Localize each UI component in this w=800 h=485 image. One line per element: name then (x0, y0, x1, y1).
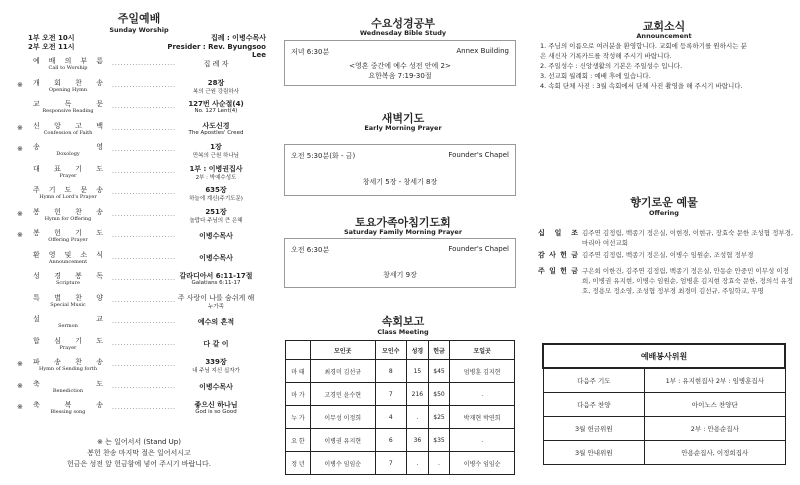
leader-dots: ...................... (112, 275, 176, 282)
order-item-char: 문 (96, 100, 103, 108)
table-header-cell: 헌금 (428, 341, 450, 360)
dawn-place: Founder's Chapel (448, 151, 509, 159)
order-item-char: 영 (96, 143, 103, 151)
order-item-en: Scripture (56, 280, 80, 286)
order-item-char: 송 (33, 143, 40, 151)
offering-label (538, 266, 578, 276)
order-row (0, 207, 278, 225)
order-item-en: Opening Hymn (48, 86, 88, 93)
order-item-char: 고 (75, 121, 82, 130)
stand-mark: ※ (17, 231, 23, 239)
dawn-box (284, 144, 516, 196)
worship-column (0, 0, 278, 485)
stand-mark: ※ (17, 123, 23, 132)
order-item-char: 대 (33, 164, 40, 173)
order-item-en: Responsive Reading (42, 108, 94, 114)
order-item-char: 헌 (54, 207, 61, 216)
leader-dots: ...................... (112, 382, 176, 390)
dawn-time: 오전 5:30분(화 - 금) (291, 152, 356, 160)
order-item-en: Blessing song (50, 409, 86, 415)
order-item-value: 28장 (207, 78, 225, 87)
stand-note: ※ 는 일어서서 (Stand Up) (97, 438, 181, 446)
order-item-char: 합 (33, 336, 40, 345)
offering-label-char: 일 (554, 229, 562, 237)
service-time-2: 2부 오전 11시 (28, 43, 75, 51)
order-item-char: 축 (33, 401, 40, 409)
table-cell: $50 (428, 383, 450, 406)
order-item-char: 성 (33, 272, 40, 280)
leader-dots: ...................... (112, 210, 176, 218)
class-meeting-table (285, 340, 515, 475)
footer-line-1: 봉헌 찬송 마지막 절은 일어서시고 (87, 449, 191, 457)
table-header-cell (286, 341, 311, 360)
news-title: 교회소식 (642, 20, 686, 33)
table-cell: $45 (428, 360, 450, 383)
order-item-en: Hymn of Lord's Prayer (39, 194, 97, 200)
order-item-char: 백 (96, 121, 103, 130)
order-item-detail: 누가족 (208, 303, 224, 310)
volunteer-role: 3월 헌금위원 (543, 416, 645, 440)
offering-label-char: 주 (538, 267, 545, 275)
order-item-value: 이병수목사 (199, 232, 233, 240)
table-cell: 요 한 (286, 429, 311, 452)
bible-study-time: 저녁 6:30분 (291, 48, 330, 56)
table-cell: 7 (375, 452, 407, 475)
table-cell: $35 (428, 429, 450, 452)
volunteer-names: 아이노스 찬양단 (645, 392, 785, 416)
volunteer-role: 다음주 기도 (543, 368, 645, 392)
order-item-char: 주 (33, 186, 40, 194)
order-item-detail: 2부 : 박예수성도 (195, 174, 237, 181)
notices-column (528, 0, 800, 485)
order-item-en: Doxology (56, 151, 80, 157)
leader-dots: ...................... (112, 404, 176, 411)
bible-study-line-1: <영혼 중간에 예수 성전 안에 2> (349, 62, 451, 70)
order-item-value: 다 같 이 (203, 339, 229, 348)
order-item-en: Call to Worship (48, 65, 88, 71)
table-cell: 8 (375, 360, 407, 383)
table-cell: 정 년 (286, 452, 311, 475)
order-item-en: Confession of Faith (43, 129, 93, 136)
table-row (543, 440, 785, 464)
offering-label-char: 조 (571, 229, 578, 237)
order-item-char: 찬 (75, 78, 82, 87)
leader-dots: ...................... (112, 81, 176, 89)
table-header-cell: 성경 (407, 341, 429, 360)
order-row (0, 271, 278, 289)
volunteer-title: 예배봉사위원 (543, 344, 785, 368)
order-item-char: 도 (96, 229, 103, 237)
table-cell: 마 태 (286, 360, 311, 383)
order-item-detail: God is so Good (195, 409, 237, 415)
offering-label-char: 금 (571, 267, 578, 275)
leader-dots: ...................... (112, 232, 176, 239)
order-item-char: 심 (54, 336, 61, 345)
order-row (0, 185, 278, 203)
bible-study-line-2: 요한복음 7:19-30절 (368, 72, 432, 80)
table-header-cell: 모인곳 (310, 341, 375, 360)
saturday-text: 창세기 9장 (383, 271, 417, 279)
table-row (543, 416, 785, 440)
order-row (0, 336, 278, 354)
dawn-title: 새벽기도 (381, 112, 425, 125)
leader-dots: ...................... (112, 361, 176, 368)
dawn-subtitle: Early Morning Prayer (364, 124, 442, 132)
table-header-cell: 모일곳 (450, 341, 515, 360)
offering-label-char: 일 (549, 267, 556, 275)
order-item-char: 배 (48, 57, 56, 65)
table-row (286, 383, 515, 406)
offering-label-char: 십 (538, 229, 545, 237)
offering-subtitle: Offering (649, 209, 679, 217)
table-cell: . (407, 452, 429, 475)
order-item-char: 부 (80, 57, 88, 65)
order-item-detail: Galatians 6:11-17 (191, 280, 241, 286)
order-row (0, 293, 278, 311)
bible-study-title: 수요성경공부 (371, 17, 435, 30)
stand-mark: ※ (17, 360, 23, 368)
order-item-char: 표 (54, 164, 61, 173)
order-item-detail: 하늘에 계신(주기도문) (189, 196, 243, 202)
order-row (0, 121, 278, 139)
bible-study-box (284, 40, 516, 86)
order-item-en: Offering Prayer (48, 237, 88, 243)
table-cell: 마 가 (286, 383, 311, 406)
order-item-value: 집 례 자 (203, 60, 229, 68)
order-item-char: 송 (54, 358, 61, 366)
order-item-char: 도 (64, 186, 72, 194)
order-item-en: Special Music (50, 301, 86, 308)
table-header-cell: 모인수 (375, 341, 407, 360)
table-cell: 이무성 이정희 (310, 406, 375, 429)
order-item-en: Announcement (48, 258, 88, 265)
news-item: 4. 속회 단체 사진 : 3월 속회에서 단체 사진 촬영을 해 주시기 바랍니다. (540, 82, 743, 90)
order-row (0, 56, 278, 74)
table-row (286, 429, 515, 452)
order-item-char: 특 (33, 293, 40, 302)
table-header-row (286, 341, 515, 360)
order-item-value: 이병수목사 (199, 382, 233, 391)
presider-ko: 집례 : 이병수목사 (210, 34, 266, 42)
order-item-char: 교 (33, 100, 40, 108)
order-item-char: 개 (33, 78, 40, 87)
order-item-char: 축 (33, 379, 40, 388)
table-row (286, 406, 515, 429)
order-item-char: 설 (33, 315, 40, 323)
order-item-char: 경 (54, 272, 61, 280)
order-item-char: 문 (80, 186, 88, 194)
offering-label-char: 헌 (560, 251, 567, 259)
order-item-value: 635장 (205, 186, 227, 194)
news-item: 1. 주님의 이름으로 여러분을 환영합니다. 교회에 등록하기를 원하시는 분 (540, 42, 747, 50)
table-cell: 7 (375, 383, 407, 406)
order-item-value: 예수의 흔적 (197, 318, 235, 326)
table-cell: 누 가 (286, 406, 311, 429)
table-cell: 이병권 유지현 (310, 429, 375, 452)
order-item-char: 송 (96, 207, 103, 216)
order-row (0, 314, 278, 332)
order-item-char: 복 (64, 401, 72, 409)
saturday-title: 토요가족아침기도회 (355, 216, 451, 229)
order-row (0, 357, 278, 375)
order-item-char: 기 (75, 229, 82, 237)
offering-row (538, 228, 794, 248)
saturday-time: 오전 6:30분 (291, 246, 330, 254)
saturday-box (284, 238, 516, 288)
table-row (543, 368, 785, 392)
order-item-detail: 만복의 근원 하나님 (192, 153, 239, 159)
order-item-char: 신 (33, 121, 40, 130)
order-item-value: 사도신경 (202, 121, 230, 130)
order-item-char: 송 (96, 358, 103, 366)
bible-study-place: Annex Building (456, 47, 509, 55)
order-item-char: 독 (64, 100, 72, 108)
stand-mark: ※ (17, 80, 23, 89)
table-row (286, 360, 515, 383)
stand-mark: ※ (17, 209, 23, 218)
order-item-char: 찬 (75, 293, 82, 302)
table-cell: . (407, 406, 429, 429)
news-subtitle: Announcement (636, 32, 692, 40)
order-item-detail: No. 127 Lent(4) (194, 108, 238, 114)
offering-title: 향기로운 예물 (630, 196, 698, 209)
order-item-char: 영 (48, 250, 56, 259)
leader-dots: ...................... (112, 189, 176, 196)
order-item-char: 및 (64, 250, 72, 259)
order-item-char: 봉 (75, 272, 82, 280)
volunteer-role: 3월 안내위원 (543, 440, 645, 464)
order-item-value: 339장 (205, 358, 227, 366)
programs-column (278, 0, 528, 485)
order-item-value: 이병수목사 (199, 253, 233, 262)
offering-names: 김주연 김정림, 백종기 정은실, 이병수 임원순, 조성협 정부경 (582, 251, 754, 259)
service-time-1: 1부 오전 10시 (28, 34, 75, 42)
leader-dots: ...................... (112, 167, 176, 175)
table-cell: . (428, 452, 450, 475)
order-item-char: 환 (33, 250, 40, 259)
order-item-value: 127번 사순절(4) (188, 100, 244, 108)
offering-label-char: 금 (571, 251, 578, 259)
order-row (0, 228, 278, 246)
order-row (0, 379, 278, 397)
order-item-char: 도 (96, 336, 103, 345)
leader-dots: ...................... (112, 253, 176, 261)
order-item-char: 기 (75, 164, 82, 173)
worship-subtitle: Sunday Worship (109, 26, 169, 34)
order-item-detail: 놀랍다 주님의 큰 은혜 (189, 217, 243, 224)
leader-dots: ...................... (112, 124, 176, 132)
order-item-char: 예 (33, 57, 40, 65)
order-item-detail: The Apostles' Creed (188, 129, 244, 136)
order-item-value: 좋으신 하나님 (194, 401, 238, 409)
order-item-char: 별 (54, 293, 61, 302)
order-item-char: 회 (54, 78, 61, 87)
table-cell: 6 (375, 429, 407, 452)
offering-label-char: 헌 (560, 267, 567, 275)
order-item-char: 식 (96, 250, 103, 259)
table-row (286, 452, 515, 475)
order-item-en: Prayer (59, 172, 77, 179)
volunteer-role: 다음주 찬양 (543, 392, 645, 416)
table-cell: . (450, 429, 515, 452)
order-item-value: 251장 (205, 207, 227, 216)
order-item-char: 소 (80, 250, 88, 259)
order-item-detail: 복의 근원 강림하사 (192, 88, 239, 95)
table-cell: $25 (428, 406, 450, 429)
table-cell: 이병수 임임순 (450, 452, 515, 475)
order-item-char: 도 (96, 379, 103, 388)
order-row (0, 99, 278, 117)
order-item-char: 기 (48, 186, 56, 194)
table-row (543, 392, 785, 416)
table-cell: 216 (407, 383, 429, 406)
volunteer-names: 1부 : 유지현집사 2부 : 임병훈집사 (645, 368, 785, 392)
stand-mark: ※ (17, 403, 23, 411)
offering-row (538, 250, 794, 260)
offering-names: 김주연 김정림, 백종기 정은실, 이현경, 이현규, 장효숙 문한 조성협 정부경, 마리아 여선교회 (582, 229, 794, 247)
order-item-char: 찬 (75, 358, 82, 366)
order-item-en: Benediction (52, 387, 84, 394)
offering-label-char: 감 (538, 251, 545, 259)
offering-row (538, 266, 794, 296)
order-item-char: 봉 (33, 207, 40, 216)
table-cell: . (450, 383, 515, 406)
leader-dots: ...................... (112, 296, 176, 304)
dawn-text: 창세기 5장 - 창세기 8장 (362, 178, 438, 186)
leader-dots: ...................... (112, 318, 176, 325)
order-row (0, 400, 278, 418)
stand-mark: ※ (17, 381, 23, 390)
order-row (0, 250, 278, 268)
leader-dots: ...................... (112, 60, 176, 67)
table-cell: 이병수 임임순 (310, 452, 375, 475)
order-row (0, 164, 278, 182)
table-cell: 최경미 김선규 (310, 360, 375, 383)
offering-label-char: 사 (549, 251, 556, 259)
table-cell: 엄병훈 김지현 (450, 360, 515, 383)
leader-dots: ...................... (112, 339, 176, 347)
order-item-char: 송 (96, 401, 103, 409)
worship-title: 주일예배 (117, 12, 161, 25)
order-row (0, 142, 278, 160)
stand-mark: ※ (17, 145, 23, 153)
table-cell: 15 (407, 360, 429, 383)
volunteer-table (542, 343, 786, 465)
offering-label (538, 250, 578, 260)
news-item: 은 새신자 기록카드를 작성해 주시기 바랍니다. (540, 52, 672, 60)
order-item-value: 1부 : 이병권집사 (189, 164, 243, 173)
volunteer-names: 2부 : 안용순집사 (645, 416, 785, 440)
order-item-char: 봉 (33, 229, 40, 237)
news-item: 2. 주일성수 : 신앙생활의 기본은 주일성수 입니다. (540, 62, 683, 70)
table-cell: 박재현 박연희 (450, 406, 515, 429)
order-item-char: 앙 (54, 121, 61, 130)
saturday-subtitle: Saturday Family Morning Prayer (343, 228, 463, 236)
order-item-char: 찬 (75, 207, 82, 216)
order-item-en: Hymn of Sending forth (38, 366, 98, 372)
order-item-char: 교 (96, 315, 103, 323)
offering-label (538, 228, 578, 238)
class-meeting-subtitle: Class Meeting (377, 328, 429, 336)
order-item-char: 송 (96, 186, 103, 194)
order-item-char: 도 (96, 164, 103, 173)
saturday-place: Founder's Chapel (448, 245, 509, 253)
order-item-en: Sermon (58, 323, 78, 329)
news-list (540, 41, 790, 91)
order-item-en: Prayer (59, 344, 77, 351)
order-item-value: 갈라디아서 6:11-17절 (179, 272, 253, 280)
table-cell: 4 (375, 406, 407, 429)
table-cell: 고경민 윤수현 (310, 383, 375, 406)
leader-dots: ...................... (112, 103, 176, 110)
presider-en: Presider : Rev. Byungsoo Lee (167, 43, 266, 59)
news-item: 3. 선교회 월례회 : 예배 후에 있습니다. (540, 72, 651, 80)
volunteer-names: 안용순집사, 이정희집사 (645, 440, 785, 464)
table-cell: 36 (407, 429, 429, 452)
leader-dots: ...................... (112, 146, 176, 153)
class-meeting-title: 속회보고 (381, 315, 425, 328)
order-item-en: Hymn for Offering (44, 215, 92, 222)
order-item-value: 1장 (210, 143, 222, 151)
order-item-char: 파 (33, 358, 40, 366)
order-item-char: 의 (64, 57, 72, 65)
order-item-char: 양 (96, 293, 103, 302)
footer-line-2: 헌금은 성전 앞 헌금함에 넣어 주시기 바랍니다. (66, 460, 212, 468)
order-item-char: 름 (96, 57, 103, 65)
offering-names: 구은희 이한건, 김주연 김정림, 백종기 정은실, 안동순 안중민 이무성 이정희, 이병권 유지현, 이병수 임원순, 엄병훈 김지현 장효숙 문한, 정의석 유정호, 정용모 정소영, 조성협 정부경 최경미 김선규, 주일학교, 무명 (582, 267, 794, 295)
order-item-detail: 내 주님 지신 십자가 (192, 368, 240, 374)
bible-study-subtitle: Wednesday Bible Study (359, 29, 447, 37)
order-item-char: 기 (75, 336, 82, 345)
order-item-value: 주 사랑이 나를 숨쉬게 해 (177, 293, 255, 302)
order-row (0, 78, 278, 96)
order-item-char: 헌 (54, 229, 61, 237)
order-item-char: 독 (96, 272, 103, 280)
order-item-char: 송 (96, 78, 103, 87)
